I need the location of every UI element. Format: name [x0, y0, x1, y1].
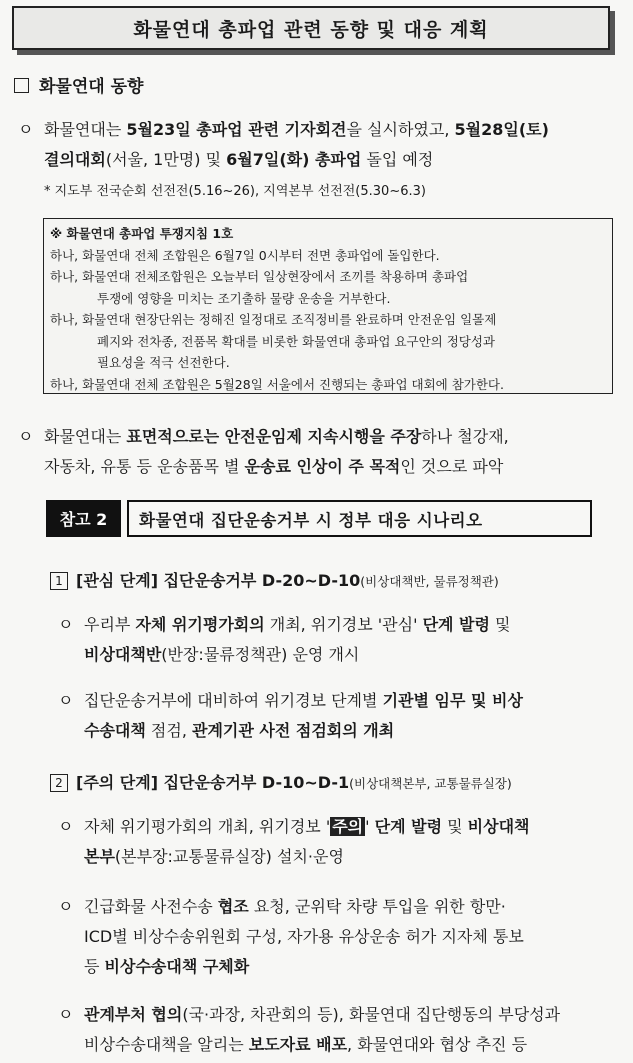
text-run: 비상대책 — [467, 817, 530, 836]
text-run: 비상수송대책을 알리는 — [84, 1035, 249, 1054]
text-run: 설치·운영 — [271, 847, 344, 866]
trend-line-2 — [18, 145, 618, 175]
trend-paragraph — [18, 115, 618, 175]
text-run: 자동차, 유통 등 운송품목 별 — [44, 457, 245, 476]
text-run: 5월28일(토) — [454, 120, 549, 139]
page-title: 화물연대 총파업 관련 동향 및 대응 계획 — [12, 6, 610, 50]
trend2-line-2 — [18, 452, 628, 482]
directive-line: 하나, 화물연대 전체 조합원은 6월7일 0시부터 전면 총파업에 돌입한다. — [50, 247, 440, 263]
text-run: 운영 개시 — [287, 645, 360, 664]
text-run: 및 — [489, 615, 511, 634]
text-run: 표면적으로는 안전운임제 지속시행을 주장 — [126, 427, 422, 446]
stage2-item — [58, 812, 623, 872]
reference-header — [46, 500, 592, 537]
stage2-item — [58, 892, 623, 982]
trend2-line-1 — [18, 422, 628, 452]
directive-line: 폐지와 전차종, 전품목 확대를 비롯한 화물연대 총파업 요구안의 정당성과 — [97, 333, 496, 349]
text-run: 관계기관 사전 점검회의 개최 — [192, 721, 395, 740]
directive-box — [43, 218, 613, 394]
directive-line: 하나, 화물연대 전체조합원은 오늘부터 일상현장에서 조끼를 착용하며 총파업 — [50, 269, 469, 284]
text-run: 집단운송거부에 대비하여 위기경보 단계별 — [84, 691, 383, 710]
stage1-heading: 1 [관심 단계] 집단운송거부 D-20~D-10(비상대책반, 물류정책관) — [50, 568, 499, 591]
circle-bullet-icon: ㅇ — [58, 691, 74, 710]
text-run: ICD별 비상수송위원회 구성, 자가용 유상운송 허가 지자체 통보 — [84, 927, 524, 946]
text-run: 단계 발령 — [422, 615, 490, 634]
text-run: 운송료 인상이 주 목적 — [244, 457, 401, 476]
stage1-item — [58, 686, 623, 746]
circle-bullet-icon: ㅇ — [58, 817, 74, 836]
text-run: 우리부 — [84, 615, 136, 634]
text-run: 등 — [84, 957, 105, 976]
stage-number: 2 — [50, 774, 68, 792]
stage2-item — [58, 1000, 623, 1060]
text-run: 보도자료 배포 — [248, 1035, 348, 1054]
text-run: 관계부처 협의 — [84, 1005, 183, 1024]
text-run: (본부장:교통물류실장) — [114, 847, 272, 866]
text-run: 본부 — [84, 847, 115, 866]
text-run: 자체 위기평가회의 — [135, 615, 265, 634]
text-run: (국·과장, 차관회의 등) — [182, 1005, 339, 1024]
text-run: 인 것으로 파악 — [400, 457, 504, 476]
circle-bullet-icon: ㅇ — [58, 897, 74, 916]
circle-bullet-icon: ㅇ — [18, 120, 34, 139]
directive-heading: ※ 화물연대 총파업 투쟁지침 1호 — [50, 226, 234, 241]
text-run: 을 실시하였고, — [346, 120, 455, 139]
trend-note: * 지도부 전국순회 선전전(5.16~26), 지역본부 선전전(5.30~6.3) — [44, 184, 426, 199]
trend-line-1 — [18, 115, 618, 145]
text-run: 주의 — [332, 817, 364, 836]
text-run: (서울, 1만명) — [105, 150, 201, 169]
checkbox-square-icon — [14, 78, 29, 93]
text-run: 요청, 군위탁 차량 투입을 위한 항만· — [248, 897, 506, 916]
stage-number: 1 — [50, 572, 68, 590]
text-run: 돌입 예정 — [361, 150, 434, 169]
trend-paragraph-2 — [18, 422, 628, 482]
stage2-heading: 2 [주의 단계] 집단운송거부 D-10~D-1(비상대책본부, 교통물류실장) — [50, 770, 512, 793]
text-run: 협조 — [217, 897, 249, 916]
text-run: 비상수송대책 구체화 — [104, 957, 250, 976]
text-run: 점검, — [145, 721, 192, 740]
text-run: 화물연대는 — [44, 120, 127, 139]
section-heading-trend: 화물연대 동향 — [14, 72, 143, 97]
text-run: (반장:물류정책관) — [161, 645, 288, 664]
directive-line: 하나, 화물연대 현장단위는 정해진 일정대로 조직정비를 완료하며 안전운임 일몰제 — [50, 312, 497, 327]
text-run: 및 — [200, 150, 227, 169]
circle-bullet-icon: ㅇ — [58, 615, 74, 634]
text-run: 수송대책 — [84, 721, 146, 740]
circle-bullet-icon: ㅇ — [58, 1005, 74, 1024]
text-run: 개최, 위기경보 '관심' — [264, 615, 423, 634]
text-run: ' — [365, 817, 375, 836]
stage1-item — [58, 610, 623, 670]
text-run: 단계 발령 — [374, 817, 443, 836]
text-run: 5월23일 총파업 관련 기자회견 — [126, 120, 347, 139]
text-run: , 화물연대 집단행동의 부당성과 — [338, 1005, 561, 1024]
text-run: 긴급화물 사전수송 — [84, 897, 218, 916]
text-run: 비상대책반 — [84, 645, 162, 664]
text-run: 6월7일(화) 총파업 — [226, 150, 362, 169]
reference-tag: 참고 2 — [46, 500, 121, 537]
text-run: , 화물연대와 협상 추진 등 — [347, 1035, 528, 1054]
directive-line: 투쟁에 영향을 미치는 조기출하 물량 운송을 거부한다. — [97, 290, 391, 306]
directive-line: 필요성을 적극 선전한다. — [97, 355, 230, 370]
text-run: 및 — [442, 817, 468, 836]
reference-title: 화물연대 집단운송거부 시 정부 대응 시나리오 — [127, 500, 592, 537]
text-run: 결의대회 — [44, 150, 106, 169]
text-run: 화물연대는 — [44, 427, 127, 446]
text-run: 자체 위기평가회의 개최, 위기경보 ' — [84, 817, 331, 836]
text-run: 하나 철강재, — [421, 427, 509, 446]
circle-bullet-icon: ㅇ — [18, 427, 34, 446]
directive-line: 하나, 화물연대 전체 조합원은 5월28일 서울에서 진행되는 총파업 대회에 참가한다. — [50, 376, 504, 392]
text-run: 기관별 임무 및 비상 — [382, 691, 523, 710]
